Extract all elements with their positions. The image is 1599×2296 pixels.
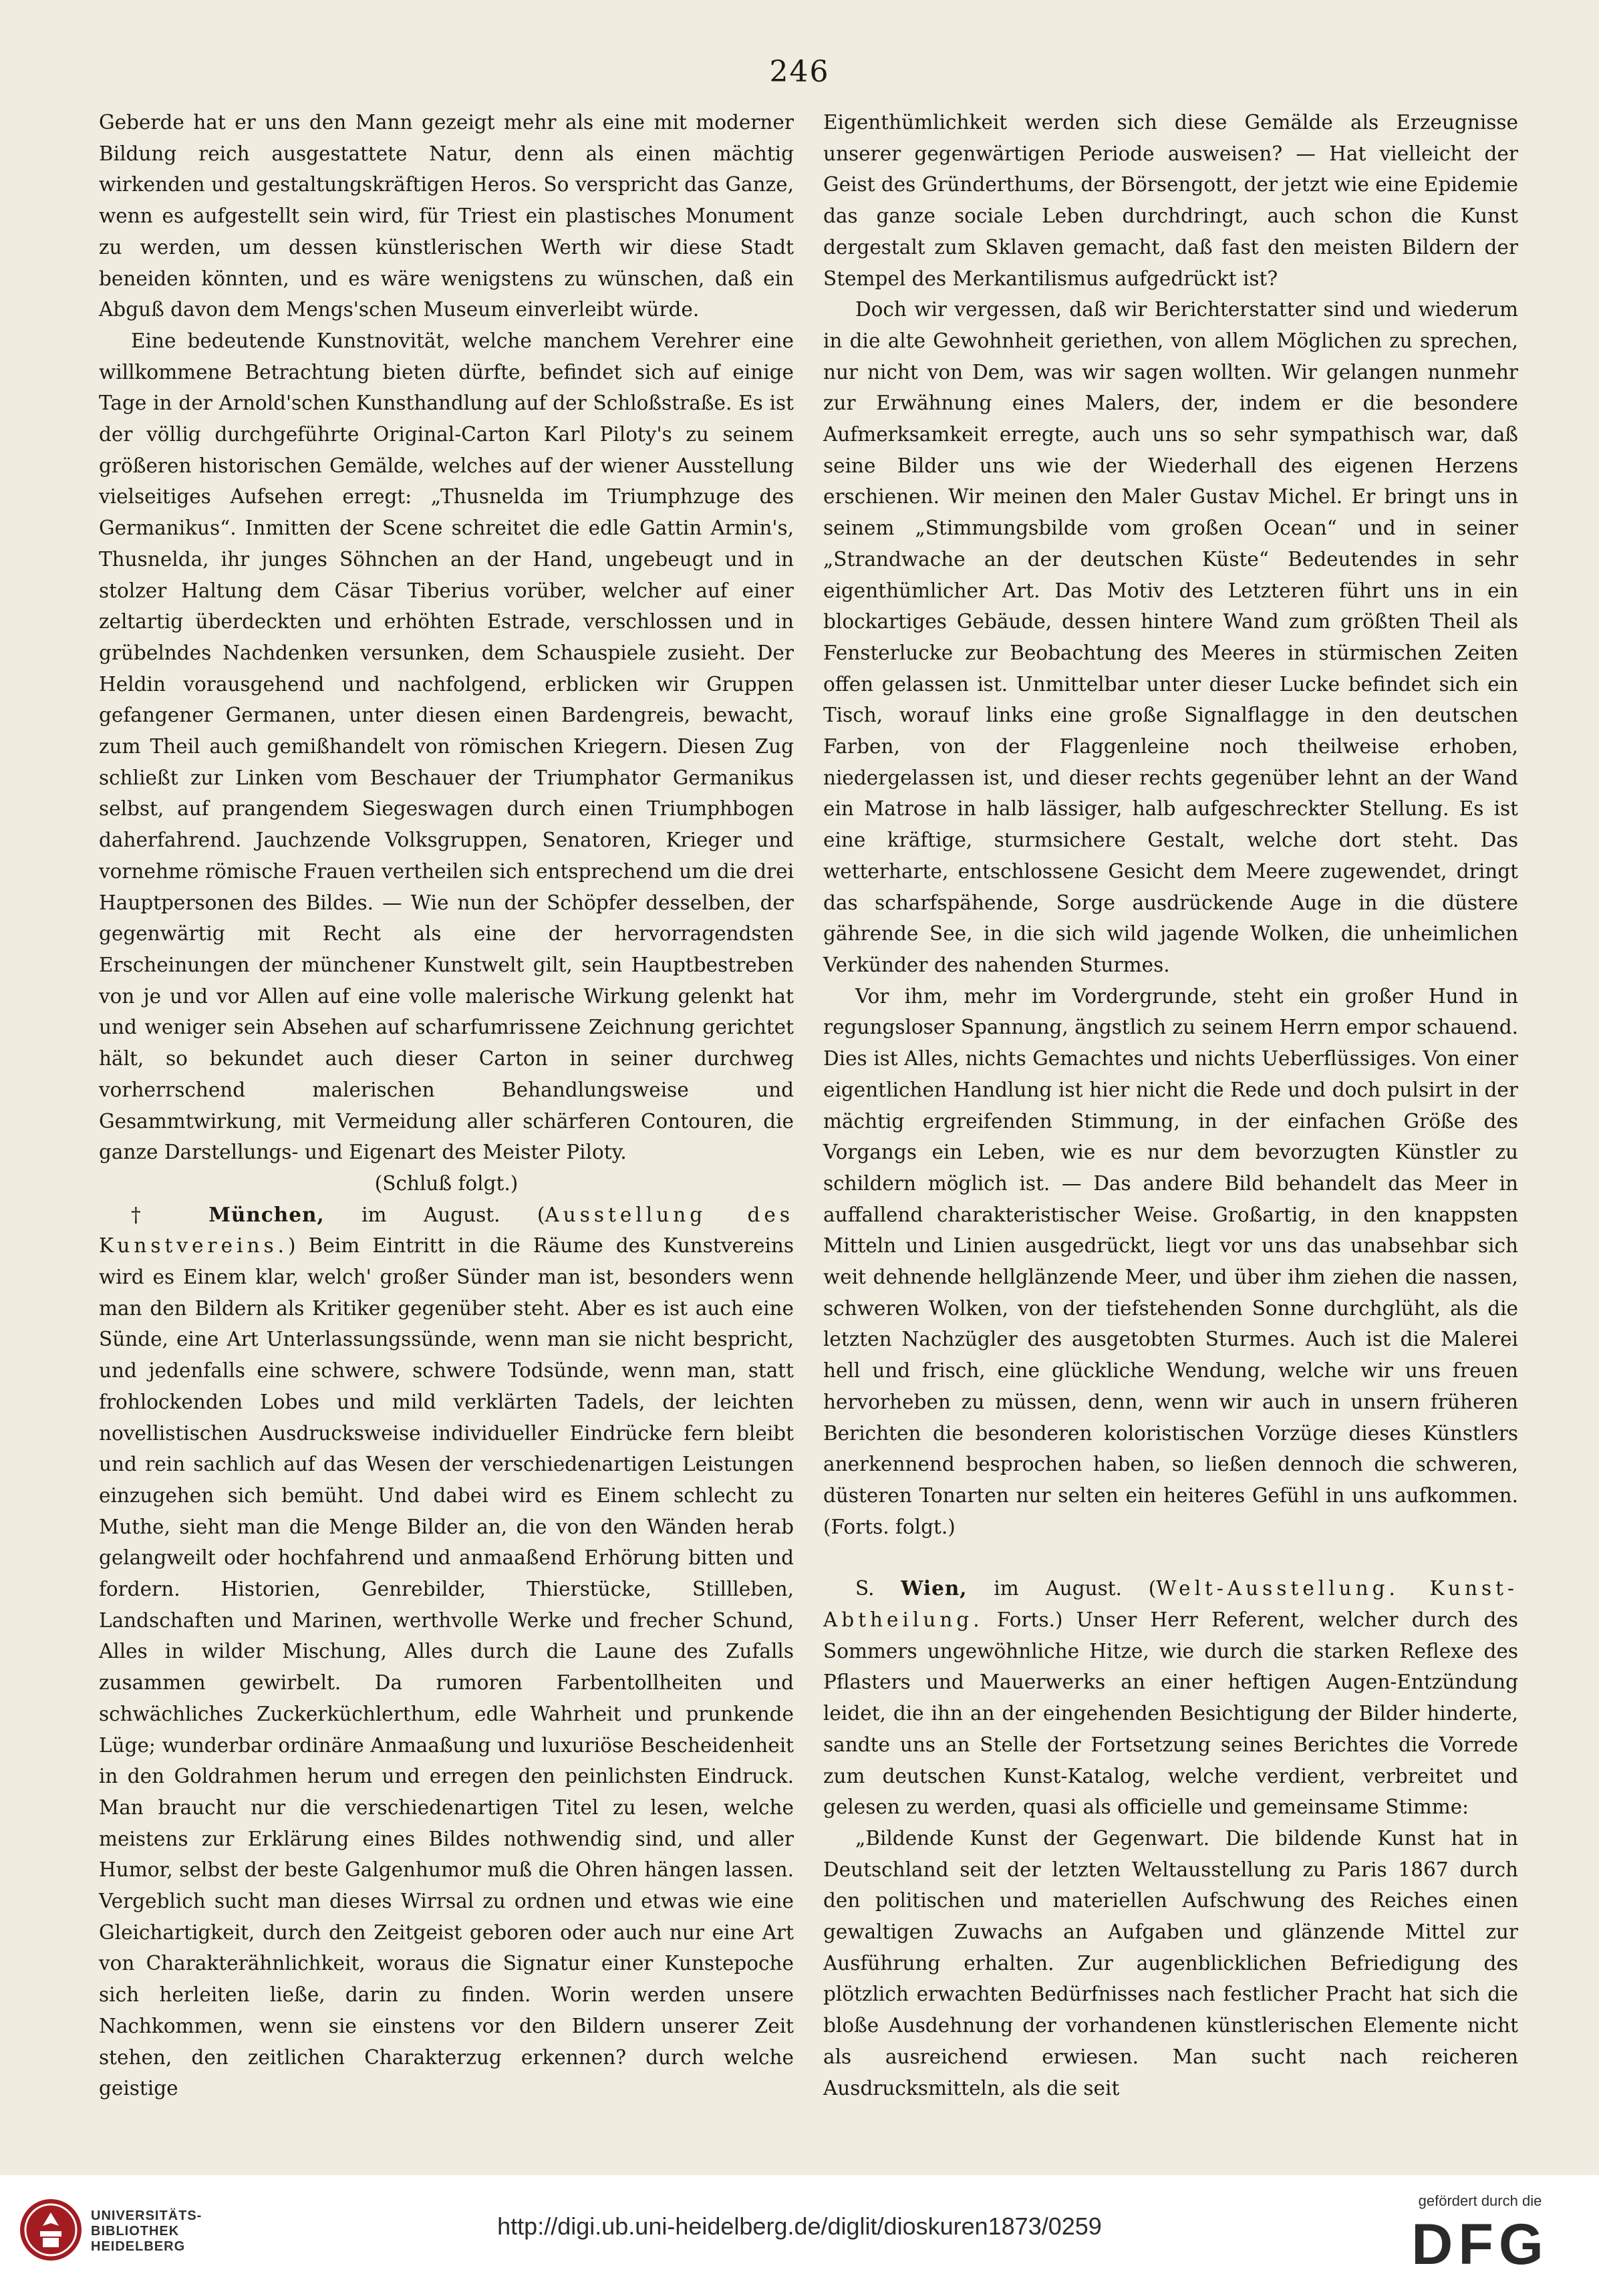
footer-bar bbox=[0, 2175, 1599, 2296]
left-column bbox=[99, 107, 794, 2104]
article-heading: Wien, bbox=[901, 1576, 968, 1600]
library-name-line: HEIDELBERG bbox=[91, 2239, 186, 2254]
article-subject: Welt-Ausstellung. Kunst-Abtheilung. bbox=[823, 1577, 1518, 1632]
funder-logo[interactable] bbox=[1380, 2192, 1580, 2286]
paragraph: „Bildende Kunst der Gegenwart. Die bildende Kunst hat in Deutschland seit der letzten Weltausstellung zu Paris 1867 durch den politischen und materiellen Aufschwung des Reiches einen gewaltigen Zuwachs an Aufgaben und glänzende Mittel zur Ausführung erhalten. Zur augenblicklichen Befriedigung des plötzlich erwachten Bedürfnisses nach festlicher Pracht hat sich die bloße Ausdehnung der vorhandenen künstlerischen Elemente nicht als ausreichend erwiesen. Man sucht nach reicheren Ausdrucksmitteln, als die seit bbox=[823, 1826, 1518, 2100]
dfg-logo: DFG bbox=[1411, 2212, 1549, 2277]
paragraph: Doch wir vergessen, daß wir Berichterstatter sind und wiederum in die alte Gewohnheit geriethen, von allem Möglichen zu sprechen, nur nicht von Dem, was wir sagen wollten. Wir gelangen nunmehr zur Erwähnung eines Malers, der, indem er die besondere Aufmerksamkeit erregte, auch uns so sehr sympathisch war, daß seine Bilder uns wie der Wiederhall des eigenen Herzens erschienen. Wir meinen den Maler Gustav Michel. Er bringt uns in seinem „Stimmungsbilde vom großen Ocean“ und in seiner „Strandwache an der deutschen Küste“ Bedeutendes in sehr eigenthümlicher Art. Das Motiv des Letzteren führt uns in ein blockartiges Gebäude, dessen hintere Wand zum größten Theil als Fensterlucke zur Beobachtung des Meeres in stürmischen Zeiten offen gelassen ist. Unmittelbar unter dieser Lucke befindet sich ein Tisch, worauf links eine große Signalflagge in den deutschen Farben, von der Flaggenleine noch theilweise erhoben, niedergelassen ist, und dieser rechts gegenüber lehnt an der Wand ein Matrose in halb lässiger, halb aufgeschreckter Stellung. Es ist eine kräftige, sturmsichere Gestalt, welche dort steht. Das wetterharte, entschlossene Gesicht dem Meere zugewendet, dringt das scharfspähende, Sorge ausdrückende Auge in die düstere gährende See, in die sich wild jagende Wolken, die unheimlichen Verkünder des nahenden Sturmes. bbox=[823, 298, 1518, 976]
article-subject: Ausstellung des Kunstvereins. bbox=[99, 1203, 794, 1258]
article-mark: † bbox=[131, 1203, 209, 1226]
library-name-line: UNIVERSITÄTS- bbox=[91, 2208, 202, 2223]
funder-caption: gefördert durch die bbox=[1418, 2192, 1542, 2209]
library-name-line: BIBLIOTHEK bbox=[91, 2224, 180, 2239]
article-date: im August. ( bbox=[324, 1203, 545, 1226]
article-date: im August. ( bbox=[967, 1577, 1157, 1600]
article-munich bbox=[99, 1199, 794, 2104]
paragraph: Eine bedeutende Kunstnovität, welche manchem Verehrer eine willkommene Betrachtung bieten dürfte, befindet sich auf einige Tage in der Arnold'schen Kunsthandlung auf der Schloßstraße. Es ist der völlig durchgeführte Original-Carton Karl Piloty's zu seinem größeren historischen Gemälde, welches auf der wiener Ausstellung vielseitiges Aufsehen erregt: „Thusnelda im Triumphzuge des Germanikus“. Inmitten der Scene schreitet die edle Gattin Armin's, Thusnelda, ihr junges Söhnchen an der Hand, ungebeugt und in stolzer Haltung dem Cäsar Tiberius vorüber, welcher auf einer zeltartig überdeckten und erhöhten Estrade, verschlossen und in grübelndes Nachdenken versunken, dem Schauspiele zusieht. Der Heldin vorausgehend und nachfolgend, erblicken wir Gruppen gefangener Germanen, unter diesen einen Bardengreis, bewacht, zum Theil auch gemißhandelt von römischen Kriegern. Diesen Zug schließt zur Linken vom Beschauer der Triumphator Germanikus selbst, auf prangendem Siegeswagen durch einen Triumphbogen daherfahrend. Jauchzende Volksgruppen, Senatoren, Krieger und vornehme römische Frauen vertheilen sich entsprechend um die drei Hauptpersonen des Bildes. — Wie nun der Schöpfer desselben, der gegenwärtig mit Recht als eine der hervorragendsten Erscheinungen der münchener Kunstwelt gilt, sein Hauptbestreben von je und vor Allen auf eine volle malerische Wirkung gelenkt hat und weniger sein Absehen auf scharfumrissene Zeichnung gerichtet hält, so bekundet auch dieser Carton in seiner durchweg vorherrschend malerischen Behandlungsweise und Gesammtwirkung, mit Vermeidung aller schärferen Contouren, die ganze Darstellungs- und Eigenart des Meister Piloty. bbox=[99, 329, 794, 1164]
paragraph: Geberde hat er uns den Mann gezeigt mehr als eine mit moderner Bildung reich ausgestattete Natur, denn als einen mächtig wirkenden und gestaltungskräftigen Heros. So verspricht das Ganze, wenn es aufgestellt sein wird, für Triest ein plastisches Monument zu werden, um dessen künstlerischen Werth wir diese Stadt beneiden könnten, und es wäre wenigstens zu wünschen, daß ein Abguß davon dem Mengs'schen Museum einverleibt würde. bbox=[99, 111, 794, 321]
paragraph: Vor ihm, mehr im Vordergrunde, steht ein großer Hund in regungsloser Spannung, ängstlich zu seinem Herrn empor schauend. Dies ist Alles, nichts Gemachtes und nichts Ueberflüssiges. Von einer eigentlichen Handlung ist hier nicht die Rede und doch pulsirt in der mächtig ergreifenden Stimmung, in der einfachen Größe des Vorgangs ein Leben, wie es nur dem bevorzugten Künstler zu schildern möglich ist. — Das andere Bild behandelt das Meer in auffallend charakteristischer Weise. Großartig, in den knappsten Mitteln und Linien ausgedrückt, liegt vor uns das unabsehbar sich weit dehnende hellglänzende Meer, und über ihm ziehen die nassen, schweren Wolken, von der tiefstehenden Sonne durchglüht, als die letzten Nachzügler des ausgetobten Sturmes. Auch ist die Malerei hell und frisch, eine glückliche Wendung, welche wir uns freuen hervorheben zu müssen, denn, wenn wir auch in unsern früheren Berichten die besonderen koloristischen Vorzüge dieses Künstlers anerkennend besprochen haben, so ließen dennoch die schweren, düsteren Tonarten nur selten ein heiteres Gefühl in uns aufkommen. (Forts. folgt.) bbox=[823, 984, 1518, 1538]
article-body: ) Beim Eintritt in die Räume des Kunstvereins wird es Einem klar, welch' großer Sünder man ist, besonders wenn man den Bildern als Kritiker gegenüber steht. Aber es ist auch eine Sünde, eine Art Unterlassungssünde, wenn man sie nicht bespricht, und jedenfalls eine schwere, schwere Todsünde, wenn man, statt frohlockenden Lobes und mild verklärten Tadels, der leichten novellistischen Ausdrucksweise individueller Eindrücke fern bleibt und rein sachlich auf das Wesen der verschiedenartigen Leistungen einzugehen sich bemüht. Und dabei wird es Einem schlecht zu Muthe, sieht man die Menge Bilder an, die von den Wänden herab gelangweilt oder hochfahrend und anmaaßend Erhörung bitten und fordern. Historien, Genrebilder, Thierstücke, Stillleben, Landschaften und Marinen, werthvolle Werke und frecher Schund, Alles in wilder Mischung, Alles durch die Laune des Zufalls zusammen gewirbelt. Da rumoren Farbentollheiten und schwächliches Zuckerküchlerthum, edle Wahrheit und prunkende Lüge; wunderbar ordinäre Anmaaßung und luxuriöse Bescheidenheit in den Goldrahmen herum und erregen den peinlichsten Eindruck. Man braucht nur die verschiedenartigen Titel zu lesen, welche meistens zur Erklärung eines Bildes nothwendig sind, und aller Humor, selbst der beste Galgenhumor muß die Ohren hängen lassen. Vergeblich sucht man dieses Wirrsal zu ordnen und etwas wie eine Gleichartigkeit, durch den Zeitgeist geboren oder auch nur eine Art von Charakterähnlichkeit, woraus die Signatur einer Kunstepoche sich herleiten ließe, darin zu finden. Worin werden unsere Nachkommen, wenn sie einstens vor den Bildern unserer Zeit stehen, den zeitlichen Charakterzug erkennen? durch welche geistige bbox=[99, 1234, 794, 2100]
right-column bbox=[823, 107, 1518, 2104]
article-body: Forts.) Unser Herr Referent, welcher durch des Sommers ungewöhnliche Hitze, wie durch die starken Reflexe des Pflasters und Mauerwerks an einer heftigen Augen-Entzündung leidet, die ihn an der eingehenden Besichtigung der Bilder hinderte, sandte uns an Stelle der Fortsetzung seines Berichtes die Vorrede zum deutschen Kunst-Katalog, welche verdient, verbreitet und gelesen zu werden, quasi als officielle und gemeinsame Stimme: bbox=[823, 1608, 1518, 1819]
article-vienna bbox=[823, 1573, 1518, 1823]
permalink-url[interactable]: http://digi.ub.uni-heidelberg.de/diglit/dioskuren1873/0259 bbox=[497, 2212, 1102, 2240]
article-heading: München, bbox=[208, 1202, 325, 1226]
page-number: 246 bbox=[769, 55, 830, 89]
article-mark: S. bbox=[855, 1577, 901, 1600]
paragraph: Eigenthümlichkeit werden sich diese Gemälde als Erzeugnisse unserer gegenwärtigen Periode ausweisen? — Hat vielleicht der Geist des Gründerthums, der Börsengott, der jetzt wie eine Epidemie das ganze sociale Leben durchdringt, auch schon die Kunst dergestalt zum Sklaven gemacht, daß fast den meisten Bildern der Stempel des Merkantilismus aufgedrückt ist? bbox=[823, 111, 1518, 290]
continuation-note: (Schluß folgt.) bbox=[374, 1171, 519, 1195]
